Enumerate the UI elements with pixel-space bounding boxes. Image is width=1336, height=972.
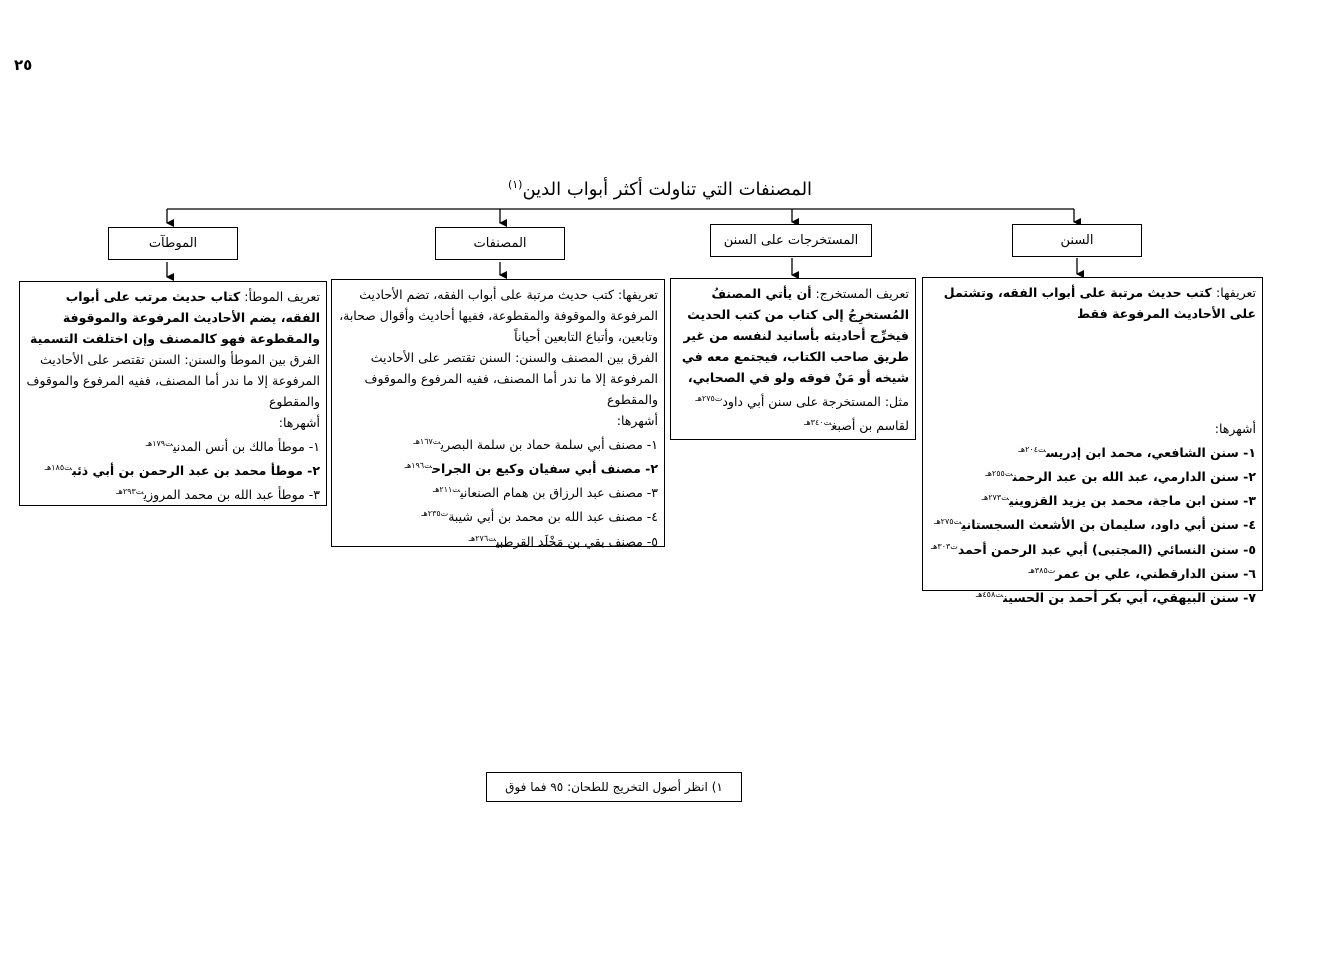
- sunan-list: [929, 439, 1256, 608]
- sunan-definition-label: تعريفها:: [1216, 285, 1256, 300]
- list-item: ٣- مصنف عبد الرزاق بن همام الصنعاني$^{ت٢١١هـ}$: [432, 485, 658, 501]
- musannafat-definition: تعريفها: كتب حديث مرتبة على أبواب الفقه، تضم الأحاديث المرفوعة والموقوفة والمقطوعة، ففيها أحاديث وأقوال صحابة، وتابعين، وأتباع التابعين أحياناً: [339, 287, 658, 344]
- list-item: ١- مصنف أبي سلمة حماد بن سلمة البصري$^{ت١٦٧هـ}$: [413, 437, 658, 453]
- category-muwattaat: الموطآت: [108, 227, 238, 260]
- mustakhrajat-example: مثل: المستخرجة على سنن أبي داود$^{ت٢٧٥هـ}$ لقاسم بن أصبغ$^{ت٣٤٠هـ}$: [695, 394, 909, 434]
- sunan-definition-text: كتب حديث مرتبة على أبواب الفقه، وتشتمل على الأحاديث المرفوعة فقط: [943, 285, 1256, 321]
- musannafat-list: [338, 431, 658, 552]
- list-item: ٤- مصنف عبد الله بن محمد بن أبي شيبة$^{ت٢٣٥هـ}$: [421, 509, 658, 525]
- chart-title-text: المصنفات التي تناولت أكثر أبواب الدين: [522, 179, 813, 200]
- muwattaat-details: [19, 281, 327, 506]
- list-item: ٣- موطأ عبد الله بن محمد المروزي$^{ت٢٩٣هـ}$: [116, 487, 320, 503]
- list-item: ٧- سنن البيهقي، أبي بكر أحمد بن الحسين$^{ت٤٥٨هـ}$: [975, 589, 1256, 606]
- muwattaat-list: [26, 433, 320, 505]
- list-item: ١- موطأ مالك بن أنس المدني$^{ت١٧٩هـ}$: [145, 439, 320, 455]
- mustakhrajat-definition: [677, 283, 909, 388]
- list-item: ٥- مصنف بقي بن مَخْلَد القرطبي$^{ت٢٧٦هـ}$: [468, 533, 658, 549]
- list-item: ٤- سنن أبي داود، سليمان بن الأشعث السجستاني$^{ت٢٧٥هـ}$: [934, 517, 1256, 533]
- page-number: ٢٥: [14, 56, 33, 74]
- list-item: ٥- سنن النسائي (المجتبى) أبي عبد الرحمن أحمد$^{ت٣٠٣هـ}$: [930, 541, 1256, 557]
- mustakhrajat-definition-label: تعريف المستخرج:: [815, 286, 909, 301]
- mustakhrajat-definition-text: أن يأتي المصنفُ المُستخرِجُ إلى كتاب من كتب الحديث فيخرِّج أحاديثه بأسانيد لنفسه من غير طريق صاحب الكتاب، فيجتمع معه في شيخه أو مَنْ فوقه ولو في الصحابي،: [681, 286, 909, 385]
- footnote: ١) انظر أصول التخريج للطحان: ٩٥ فما فوق: [486, 772, 742, 802]
- musannafat-details: [331, 279, 665, 547]
- list-item: ٢- مصنف أبي سفيان وكيع بن الجراح$^{ت١٩٦هـ}$: [404, 461, 658, 477]
- sunan-definition: [929, 282, 1256, 324]
- musannafat-difference: الفرق بين المصنف والسنن: السنن تقتصر على الأحاديث المرفوعة إلا ما ندر أما المصنف، ففيه المرفوع والموقوف والمقطوع: [364, 350, 658, 407]
- category-mustakhrajat: المستخرجات على السنن: [710, 224, 872, 257]
- category-sunan: السنن: [1012, 224, 1142, 257]
- sunan-famous-label: أشهرها:: [1214, 421, 1256, 436]
- list-item: ٢- موطأ محمد بن عبد الرحمن بن أبي ذئب$^{ت١٨٥هـ}$: [44, 463, 320, 479]
- chart-title: [440, 178, 880, 200]
- muwattaat-famous-label: أشهرها:: [278, 415, 320, 430]
- list-item: ٣- سنن ابن ماجة، محمد بن يزيد القزويني$^{ت٢٧٣هـ}$: [981, 493, 1256, 509]
- list-item: ٢- سنن الدارمي، عبد الله بن عبد الرحمن$^{ت٢٥٥هـ}$: [985, 469, 1256, 485]
- footnote-reference: (١): [507, 178, 523, 191]
- sunan-details: [922, 277, 1263, 606]
- list-item: ١- سنن الشافعي، محمد ابن إدريس$^{ت٢٠٤هـ}$: [1018, 445, 1256, 461]
- list-item: ٦- سنن الدارقطني، علي بن عمر$^{ت٣٨٥هـ}$: [1028, 565, 1256, 581]
- muwattaat-difference: الفرق بين الموطأ والسنن: السنن تقتصر على الأحاديث المرفوعة إلا ما ندر أما المصنف، ففيه المرفوع والموقوف والمقطوع: [26, 352, 320, 409]
- muwattaat-definition: تعريف الموطأ: كتاب حديث مرتب على أبواب الفقه، يضم الأحاديث المرفوعة والموقوفة والمقطوعة فهو كالمصنف وإن اختلفت التسمية: [30, 289, 320, 346]
- mustakhrajat-details: [670, 278, 916, 440]
- musannafat-famous-label: أشهرها:: [616, 413, 658, 428]
- category-musannafat: المصنفات: [435, 227, 565, 260]
